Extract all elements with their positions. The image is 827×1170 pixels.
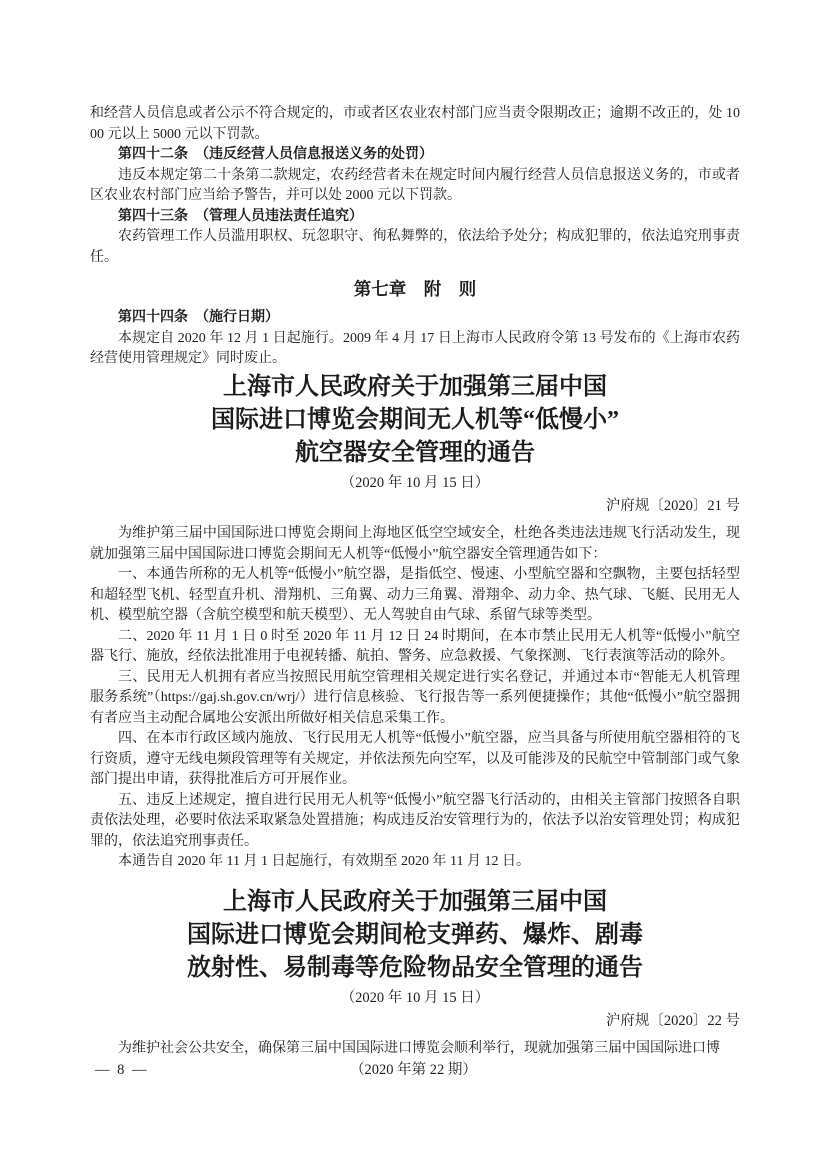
chapter-7-heading: 第七章 附 则 bbox=[353, 279, 477, 299]
section-notice-dangerous-goods bbox=[90, 886, 740, 1060]
page-footer bbox=[0, 1060, 827, 1082]
notice-drone-title bbox=[90, 371, 740, 470]
notice-drone-paragraph-item-5: 五、违反上述规定，擅自进行民用无人机等“低慢小”航空器飞行活动的，由相关主管部门按照各自职责依法处理，必要时依法采取紧急处置措施；构成违反治安管理行为的，依法予以治安管理处罚；构成犯罪的，依法追究刑事责任。 bbox=[90, 792, 740, 849]
notice-dangerous-date: （2020 年 10 月 15 日） bbox=[340, 990, 490, 1006]
article-44-heading: 第四十四条 （施行日期） bbox=[118, 310, 279, 325]
notice-dangerous-paragraph-intro: 为维护社会公共安全，确保第三届中国国际进口博览会顺利举行，现就加强第三届中国国际进口博 bbox=[118, 1041, 720, 1056]
article-42-body: 违反本规定第二十条第二款规定，农药经营者未在规定时间内履行经营人员信息报送义务的，市或者区农业农村部门应当给予警告，并可以处 2000 元以下罚款。 bbox=[90, 167, 740, 203]
regulation-continuation-paragraph: 和经营人员信息或者公示不符合规定的，市或者区农业农村部门应当责令限期改正；逾期不改正的，处 1000 元以上 5000 元以下罚款。 bbox=[90, 106, 740, 142]
notice-drone-title-line-2: 国际进口博览会期间无人机等“低慢小” bbox=[211, 407, 619, 433]
notice-drone-date: （2020 年 10 月 15 日） bbox=[340, 475, 490, 491]
notice-drone-paragraph-item-4: 四、在本市行政区域内施放、飞行民用无人机等“低慢小”航空器，应当具备与所使用航空器相符的飞行资质，遵守无线电频段管理等有关规定，并依法预先向空军，以及可能涉及的民航空中管制部门或气象部门提出申请，获得批准后方可开展作业。 bbox=[90, 731, 740, 787]
notice-drone-paragraph-item-3: 三、民用无人机拥有者应当按照民用航空管理相关规定进行实名登记，并通过本市“智能无人机管理服务系统”（https://gaj.sh.gov.cn/wrj/）进行信息核验、飞行报告等一系列便捷操作；其他“低慢小”航空器拥有者应当主动配合属地公安派出所做好相关信息采集工作。 bbox=[90, 669, 740, 726]
notice-dangerous-title-line-2: 国际进口博览会期间枪支弹药、爆炸、剧毒 bbox=[187, 922, 643, 948]
notice-drone-paragraph-intro: 为维护第三届中国国际进口博览会期间上海地区低空空域安全，杜绝各类违法违规飞行活动发生，现就加强第三届中国国际进口博览会期间无人机等“低慢小”航空器安全管理通告如下： bbox=[90, 526, 740, 562]
notice-drone-paragraph-item-1: 一、本通告所称的无人机等“低慢小”航空器，是指低空、慢速、小型航空器和空飘物，主要包括轻型和超轻型飞机、轻型直升机、滑翔机、三角翼、动力三角翼、滑翔伞、动力伞、热气球、飞艇、民用无人机、模型航空器（含航空模型和航天模型）、无人驾驶自由气球、系留气球等类型。 bbox=[90, 567, 740, 623]
section-regulation-end bbox=[90, 104, 740, 370]
notice-dangerous-title bbox=[90, 886, 740, 985]
article-43-heading: 第四十三条 （管理人员违法责任追究） bbox=[118, 208, 363, 224]
notice-drone-title-line-3: 航空器安全管理的通告 bbox=[295, 440, 535, 466]
notice-drone-paragraph-item-2: 二、2020 年 11 月 1 日 0 时至 2020 年 11 月 12 日 24 时期间，在本市禁止民用无人机等“低慢小”航空器飞行、施放，经依法批准用于电视转播、航拍、警务、应急救援、气象探测、飞行表演等活动的除外。 bbox=[90, 628, 740, 664]
article-44-body: 本规定自 2020 年 12 月 1 日起施行。2009 年 4 月 17 日上海市人民政府令第 13 号发布的《上海市农药经营使用管理规定》同时废止。 bbox=[90, 330, 740, 366]
notice-dangerous-title-line-3: 放射性、易制毒等危险物品安全管理的通告 bbox=[187, 955, 643, 981]
section-notice-drone bbox=[90, 371, 740, 873]
footer-page-number: — 8 — bbox=[95, 1062, 149, 1078]
footer-issue-label: （2020 年第 22 期） bbox=[350, 1062, 477, 1078]
notice-dangerous-doc-number: 沪府规〔2020〕22 号 bbox=[605, 1013, 740, 1029]
notice-drone-title-line-1: 上海市人民政府关于加强第三届中国 bbox=[223, 374, 607, 400]
article-42-heading: 第四十二条 （违反经营人员信息报送义务的处罚） bbox=[118, 147, 433, 162]
notice-drone-doc-number: 沪府规〔2020〕21 号 bbox=[605, 498, 740, 514]
notice-drone-paragraph-effective-date: 本通告自 2020 年 11 月 1 日起施行，有效期至 2020 年 11 月 12 日。 bbox=[118, 854, 530, 869]
notice-dangerous-title-line-1: 上海市人民政府关于加强第三届中国 bbox=[223, 889, 607, 915]
article-43-body: 农药管理工作人员滥用职权、玩忽职守、徇私舞弊的，依法给予处分；构成犯罪的，依法追究刑事责任。 bbox=[90, 229, 740, 265]
